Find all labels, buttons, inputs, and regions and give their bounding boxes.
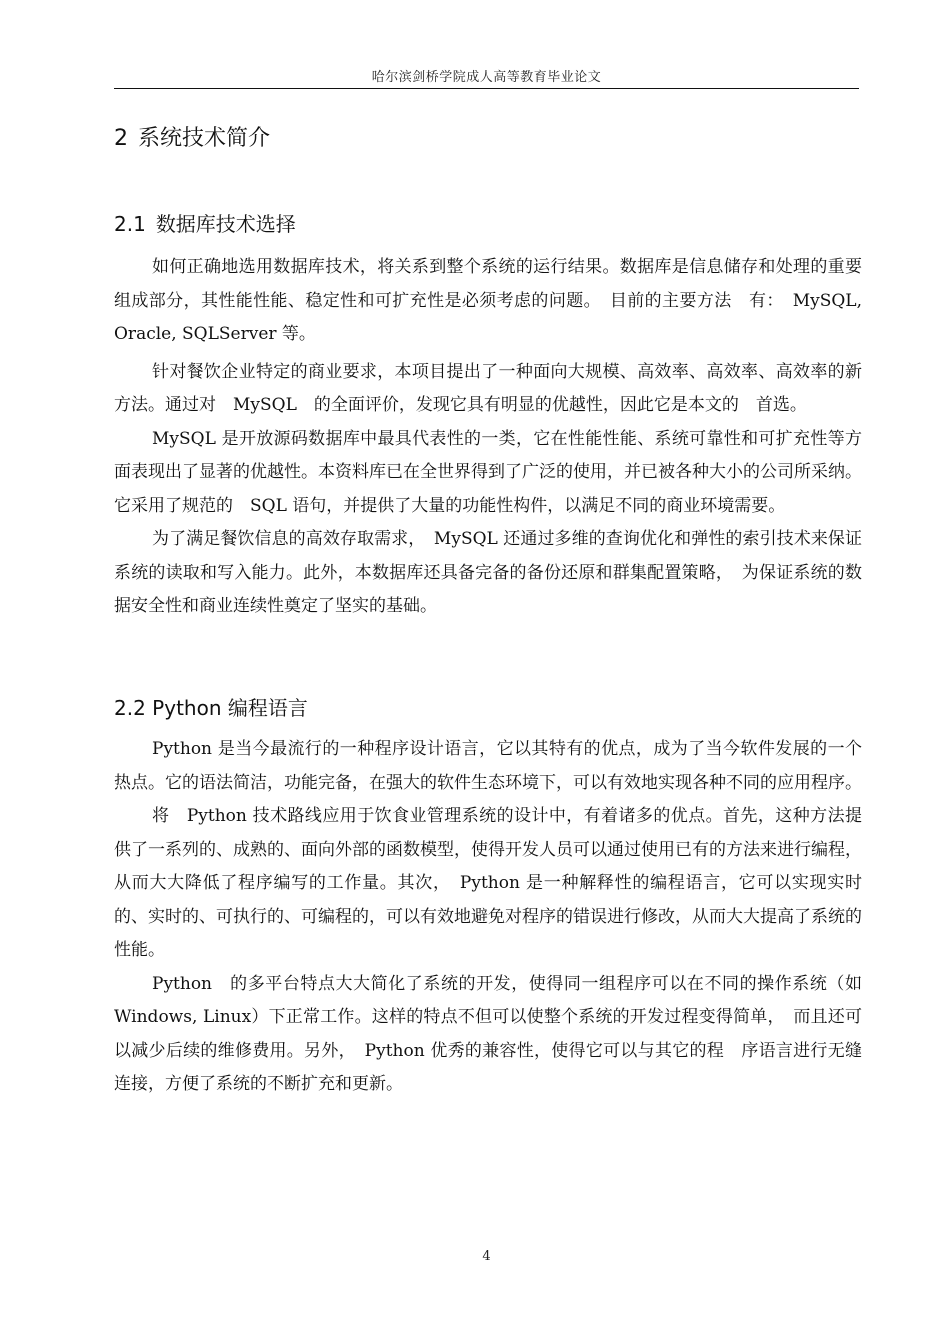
paragraph: Python 的多平台特点大大简化了系统的开发，使得同一组程序可以在不同的操作系统（如 Windows, Linux）下正常工作。这样的特点不但可以使整个系统的开发过程变得简单， 而且还可以减少后续的维修费用。另外， Python 优秀的兼容性，使得它可以与其它的程 序语言进行无缝连接，方便了系统的不断扩充和更新。: [114, 973, 879, 1094]
page-number: 4: [482, 1249, 491, 1264]
section-heading-2-1: [114, 208, 296, 237]
paragraph: 针对餐饮企业特定的商业要求，本项目提出了一种面向大规模、高效率、高效率、高效率的新方法。通过对 MySQL 的全面评价，发现它具有明显的优越性，因此它是本文的 首选。: [114, 361, 862, 415]
section-2-1-body: [114, 251, 862, 624]
paragraph: MySQL 是开放源码数据库中最具代表性的一类，它在性能性能、系统可靠性和可扩充性等方面表现出了显著的优越性。本资料库已在全世界得到了广泛的使用，并已被各种大小的公司所采纳。它采用了规范的 SQL 语句，并提供了大量的功能性构件，以满足不同的商业环境需要。: [114, 428, 862, 516]
chapter-heading: [114, 121, 270, 152]
section-2-2-body: [114, 733, 879, 1102]
paragraph: 将 Python 技术路线应用于饮食业管理系统的设计中，有着诸多的优点。首先，这种方法提供了一系列的、成熟的、面向外部的函数模型，使得开发人员可以通过使用已有的方法来进行编程，从而大大降低了程序编写的工作量。其次， Python 是一种解释性的编程语言，它可以实现实时的、实时的、可执行的、可编程的，可以有效地避免对程序的错误进行修改，从而大大提高了系统的性能。: [114, 806, 862, 960]
running-header: 哈尔滨剑桥学院成人高等教育毕业论文: [371, 70, 602, 85]
paragraph: 为了满足餐饮信息的高效存取需求， MySQL 还通过多维的查询优化和弹性的索引技术来保证系统的读取和写入能力。此外，本数据库还具备完备的备份还原和群集配置策略， 为保证系统的数据安全性和商业连续性奠定了坚实的基础。: [114, 529, 862, 616]
section-number: 2.1: [114, 212, 146, 236]
header-rule: [114, 88, 859, 89]
paragraph: 如何正确地选用数据库技术，将关系到整个系统的运行结果。数据库是信息储存和处理的重要组成部分，其性能性能、稳定性和可扩充性是必须考虑的问题。 目前的主要方法 有： MySQL, Oracle, SQLServer 等。: [114, 257, 862, 344]
chapter-title: 系统技术简介: [138, 126, 271, 151]
paragraph: Python 是当今最流行的一种程序设计语言，它以其特有的优点，成为了当今软件发展的一个热点。它的语法简洁，功能完备，在强大的软件生态环境下，可以有效地实现各种不同的应用程序。: [114, 739, 862, 793]
section-heading-2-2: [114, 692, 308, 721]
section-title: Python 编程语言: [152, 696, 308, 720]
section-number: 2.2: [114, 696, 146, 720]
chapter-number: 2: [114, 126, 128, 151]
section-title: 数据库技术选择: [155, 212, 296, 236]
